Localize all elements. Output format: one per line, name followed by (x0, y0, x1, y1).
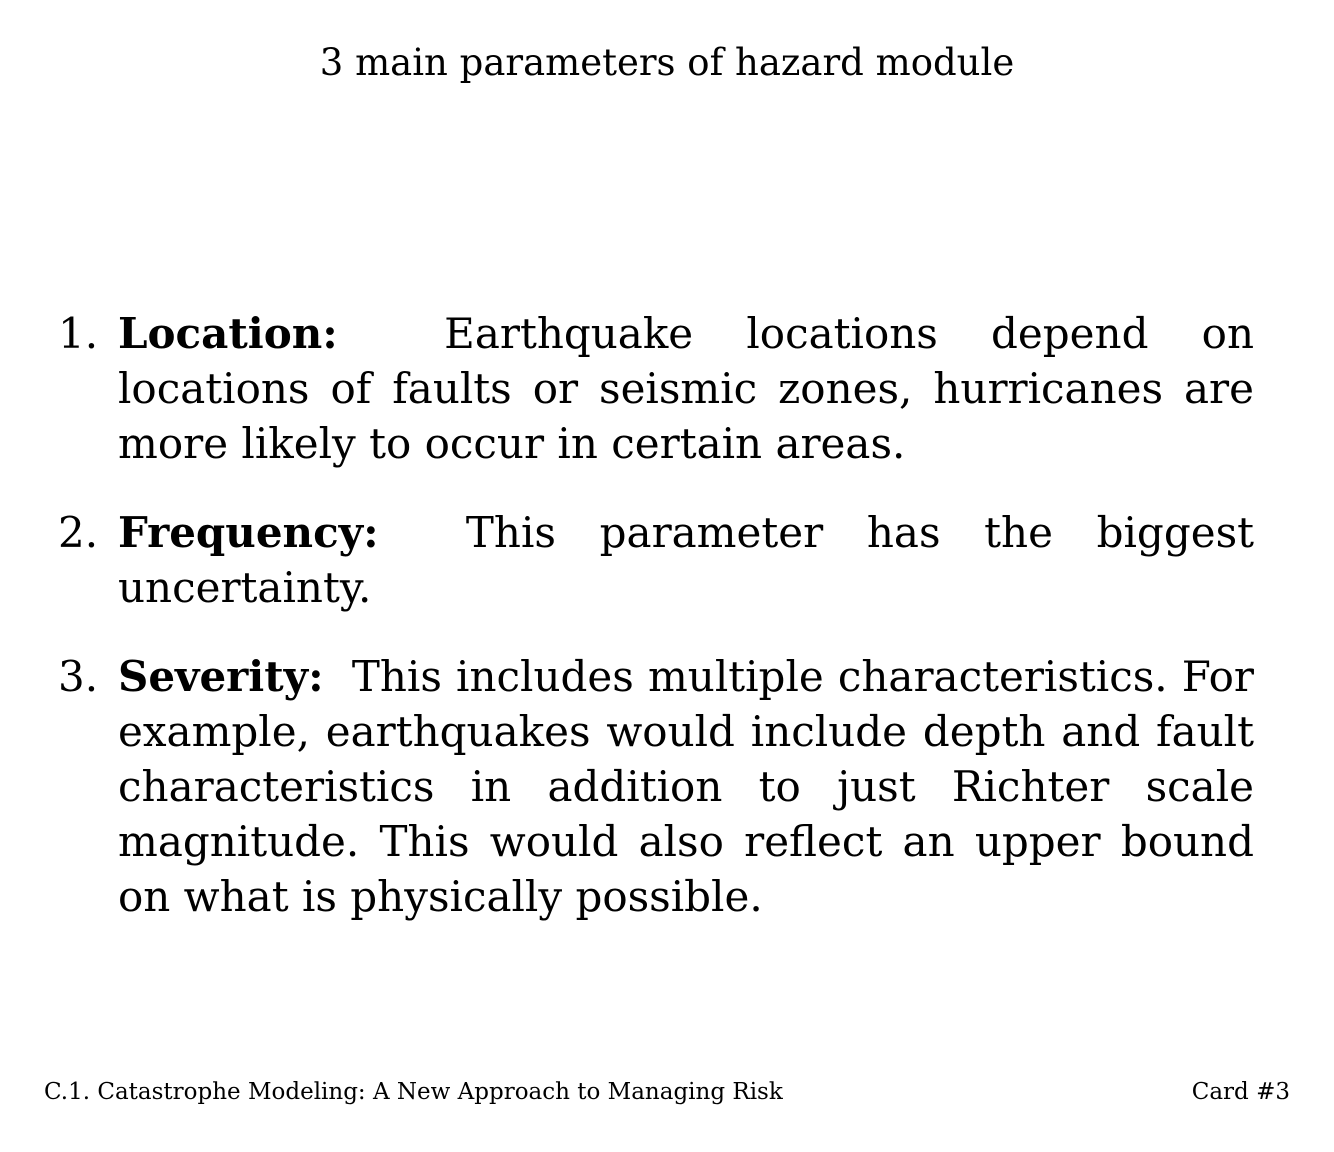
footer-source: C.1. Catastrophe Modeling: A New Approach to Managing Risk (44, 1079, 783, 1105)
list-item-frequency (58, 505, 1254, 615)
item-term: Location: (118, 309, 338, 358)
list-item-location (58, 306, 1254, 471)
list-item-severity (58, 649, 1254, 924)
item-number: 3. (58, 652, 99, 701)
item-term: Frequency: (118, 508, 379, 557)
item-number: 1. (58, 309, 99, 358)
card-title: 3 main parameters of hazard module (319, 41, 1015, 84)
parameter-list (58, 306, 1254, 958)
item-text: This includes multiple characteristics. For example, earthquakes would include depth and fault characteristics in addition to just Richter scale magnitude. This would also reflect an upper bound on what is physically possible. (118, 652, 1254, 921)
item-text: Earthquake locations depend on locations of faults or seismic zones, hurricanes are more likely to occur in certain areas. (118, 309, 1255, 468)
item-text: This parameter has the biggest uncertainty. (118, 508, 1254, 612)
item-term: Severity: (118, 652, 324, 701)
item-number: 2. (58, 508, 99, 557)
footer-card-label: Card #3 (1191, 1079, 1290, 1105)
